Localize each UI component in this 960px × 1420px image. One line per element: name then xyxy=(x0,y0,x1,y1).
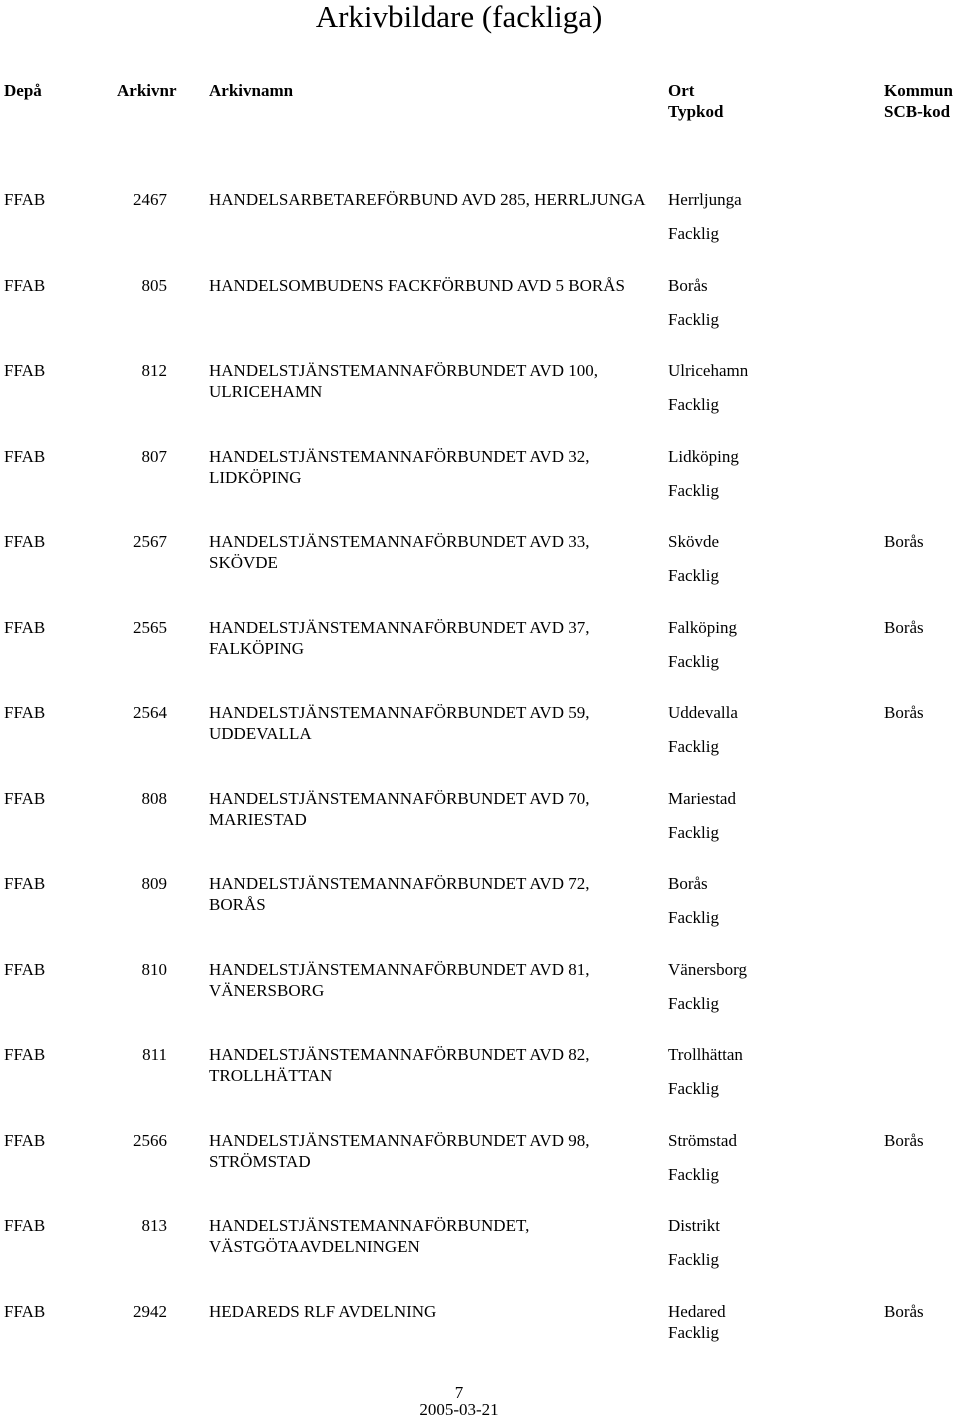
arkivnr-cell: 810 xyxy=(141,960,167,979)
depa-cell: FFAB xyxy=(4,1131,46,1150)
arkivnamn-cell: HANDELSTJÄNSTEMANNAFÖRBUNDET, VÄSTGÖTAAVDELNINGEN xyxy=(209,1216,530,1256)
header-depa: Depå xyxy=(4,81,42,100)
page-title: Arkivbildare (fackliga) xyxy=(315,0,603,34)
arkivnr-cell: 812 xyxy=(141,361,167,380)
arkivnamn-cell: HANDELSTJÄNSTEMANNAFÖRBUNDET AVD 37, FALKÖPING xyxy=(209,618,590,658)
depa-cell: FFAB xyxy=(4,1045,46,1064)
arkivnr-cell: 805 xyxy=(141,276,167,295)
arkivnr-cell: 2467 xyxy=(133,190,167,209)
table-row xyxy=(0,1215,960,1299)
kommun-cell: Borås xyxy=(884,1302,924,1321)
arkivnamn-cell: HANDELSTJÄNSTEMANNAFÖRBUNDET AVD 33, SKÖVDE xyxy=(209,532,590,572)
typkod-cell: Facklig xyxy=(668,908,719,927)
table-row xyxy=(0,873,960,957)
arkivnamn-cell: HANDELSTJÄNSTEMANNAFÖRBUNDET AVD 70, MARIESTAD xyxy=(209,789,590,829)
arkivnamn-cell: HANDELSTJÄNSTEMANNAFÖRBUNDET AVD 98, STRÖMSTAD xyxy=(209,1131,590,1171)
header-typkod: Typkod xyxy=(668,102,724,121)
kommun-cell: Borås xyxy=(884,1131,924,1150)
typkod-cell: Facklig xyxy=(668,1323,719,1342)
depa-cell: FFAB xyxy=(4,789,46,808)
arkivnr-cell: 811 xyxy=(142,1045,167,1064)
depa-cell: FFAB xyxy=(4,1302,46,1321)
depa-cell: FFAB xyxy=(4,703,46,722)
ort-cell: Trollhättan xyxy=(668,1045,743,1064)
table-row xyxy=(0,1044,960,1128)
typkod-cell: Facklig xyxy=(668,652,719,671)
ort-cell: Distrikt xyxy=(668,1216,720,1235)
typkod-cell: Facklig xyxy=(668,566,719,585)
arkivnr-cell: 2564 xyxy=(133,703,167,722)
kommun-cell: Borås xyxy=(884,532,924,551)
depa-cell: FFAB xyxy=(4,447,46,466)
typkod-cell: Facklig xyxy=(668,1079,719,1098)
header-ort: Ort xyxy=(668,81,695,100)
depa-cell: FFAB xyxy=(4,361,46,380)
table-row xyxy=(0,446,960,530)
arkivnr-cell: 2565 xyxy=(133,618,167,637)
page-number: 7 xyxy=(454,1383,464,1402)
table-row xyxy=(0,1301,960,1385)
kommun-cell: Borås xyxy=(884,618,924,637)
ort-cell: Borås xyxy=(668,874,708,893)
table-row xyxy=(0,702,960,786)
arkivnamn-cell: HEDAREDS RLF AVDELNING xyxy=(209,1302,437,1321)
arkivnr-cell: 807 xyxy=(141,447,167,466)
arkivnr-cell: 809 xyxy=(141,874,167,893)
depa-cell: FFAB xyxy=(4,532,46,551)
arkivnamn-cell: HANDELSTJÄNSTEMANNAFÖRBUNDET AVD 59, UDDEVALLA xyxy=(209,703,590,743)
arkivnamn-cell: HANDELSOMBUDENS FACKFÖRBUND AVD 5 BORÅS xyxy=(209,276,625,295)
kommun-cell: Borås xyxy=(884,703,924,722)
typkod-cell: Facklig xyxy=(668,737,719,756)
ort-cell: Ulricehamn xyxy=(668,361,749,380)
table-row xyxy=(0,1130,960,1214)
ort-cell: Uddevalla xyxy=(668,703,738,722)
arkivnamn-cell: HANDELSTJÄNSTEMANNAFÖRBUNDET AVD 32, LIDKÖPING xyxy=(209,447,590,487)
depa-cell: FFAB xyxy=(4,960,46,979)
table-row xyxy=(0,617,960,701)
arkivnamn-cell: HANDELSARBETAREFÖRBUND AVD 285, HERRLJUNGA xyxy=(209,190,646,209)
arkivnamn-cell: HANDELSTJÄNSTEMANNAFÖRBUNDET AVD 81, VÄNERSBORG xyxy=(209,960,590,1000)
header-scb-kod: SCB-kod xyxy=(884,102,951,121)
table-row xyxy=(0,959,960,1043)
page-date: 2005-03-21 xyxy=(419,1400,499,1419)
table-row xyxy=(0,360,960,444)
arkivnr-cell: 808 xyxy=(141,789,167,808)
table-row xyxy=(0,531,960,615)
ort-cell: Falköping xyxy=(668,618,737,637)
ort-cell: Strömstad xyxy=(668,1131,737,1150)
ort-cell: Borås xyxy=(668,276,708,295)
arkivnr-cell: 813 xyxy=(141,1216,167,1235)
arkivnamn-cell: HANDELSTJÄNSTEMANNAFÖRBUNDET AVD 100, ULRICEHAMN xyxy=(209,361,598,401)
header-kommun: Kommun xyxy=(884,81,953,100)
typkod-cell: Facklig xyxy=(668,1250,719,1269)
arkivnr-cell: 2567 xyxy=(133,532,167,551)
typkod-cell: Facklig xyxy=(668,1165,719,1184)
ort-cell: Hedared xyxy=(668,1302,726,1321)
depa-cell: FFAB xyxy=(4,276,46,295)
typkod-cell: Facklig xyxy=(668,224,719,243)
header-arkivnamn: Arkivnamn xyxy=(209,81,294,100)
depa-cell: FFAB xyxy=(4,874,46,893)
depa-cell: FFAB xyxy=(4,618,46,637)
ort-cell: Lidköping xyxy=(668,447,739,466)
typkod-cell: Facklig xyxy=(668,994,719,1013)
arkivnr-cell: 2566 xyxy=(133,1131,167,1150)
table-row xyxy=(0,275,960,359)
depa-cell: FFAB xyxy=(4,1216,46,1235)
typkod-cell: Facklig xyxy=(668,310,719,329)
header-arkivnr: Arkivnr xyxy=(117,81,177,100)
ort-cell: Mariestad xyxy=(668,789,736,808)
arkivnr-cell: 2942 xyxy=(133,1302,167,1321)
ort-cell: Skövde xyxy=(668,532,719,551)
ort-cell: Herrljunga xyxy=(668,190,742,209)
typkod-cell: Facklig xyxy=(668,395,719,414)
typkod-cell: Facklig xyxy=(668,481,719,500)
arkivnamn-cell: HANDELSTJÄNSTEMANNAFÖRBUNDET AVD 72, BORÅS xyxy=(209,874,590,914)
typkod-cell: Facklig xyxy=(668,823,719,842)
table-row xyxy=(0,788,960,872)
depa-cell: FFAB xyxy=(4,190,46,209)
ort-cell: Vänersborg xyxy=(668,960,747,979)
arkivnamn-cell: HANDELSTJÄNSTEMANNAFÖRBUNDET AVD 82, TROLLHÄTTAN xyxy=(209,1045,590,1085)
table-row xyxy=(0,189,960,273)
